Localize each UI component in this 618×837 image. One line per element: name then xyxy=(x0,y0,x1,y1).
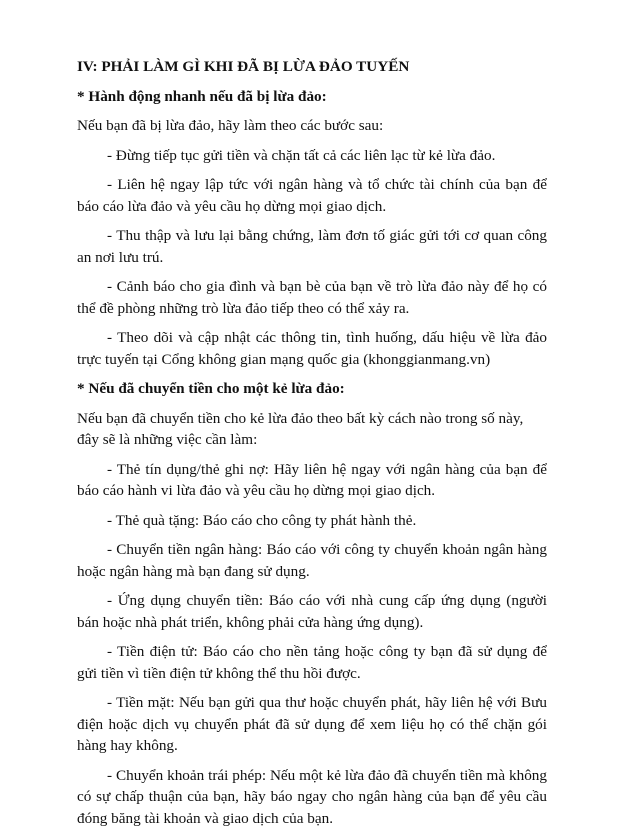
section1-item: - Liên hệ ngay lập tức với ngân hàng và tổ chức tài chính của bạn để báo cáo lừa đảo và yêu cầu họ dừng mọi giao dịch. xyxy=(77,176,547,215)
section2-intro: Nếu bạn đã chuyển tiền cho kẻ lừa đảo theo bất kỳ cách nào trong số này, đây sẽ là những việc cần làm: xyxy=(77,409,524,448)
section1-heading: * Hành động nhanh nếu đã bị lừa đảo: xyxy=(77,87,327,105)
section1-item: - Đừng tiếp tục gửi tiền và chặn tất cả các liên lạc từ kẻ lừa đảo. xyxy=(107,146,496,164)
section2-item: - Tiền mặt: Nếu bạn gửi qua thư hoặc chuyển phát, hãy liên hệ với Bưu điện hoặc dịch vụ chuyển phát đã sử dụng để xem liệu họ có thể chặn gói hàng hay không. xyxy=(77,694,547,754)
section2-item: - Tiền điện tử: Báo cáo cho nền tảng hoặc công ty bạn đã sử dụng để gửi tiền vì tiền điện tử không thể thu hồi được. xyxy=(77,643,547,682)
section1-item: - Theo dõi và cập nhật các thông tin, tình huống, dấu hiệu về lừa đảo trực tuyến tại Cổng không gian mạng quốc gia (khonggianmang.vn) xyxy=(77,329,547,368)
section1-item: - Thu thập và lưu lại bằng chứng, làm đơn tố giác gửi tới cơ quan công an nơi lưu trú. xyxy=(77,227,547,266)
section2-heading: * Nếu đã chuyển tiền cho một kẻ lừa đảo: xyxy=(77,380,345,397)
section1-item: - Cảnh báo cho gia đình và bạn bè của bạn về trò lừa đảo này để họ có thể đề phòng những trò lừa đảo tiếp theo có thể xảy ra. xyxy=(77,278,547,317)
section2-item: - Ứng dụng chuyển tiền: Báo cáo với nhà cung cấp ứng dụng (người bán hoặc nhà phát triển, không phải cửa hàng ứng dụng). xyxy=(77,592,547,631)
section2-item: - Chuyển tiền ngân hàng: Báo cáo với công ty chuyển khoản ngân hàng hoặc ngân hàng mà bạn đang sử dụng. xyxy=(77,541,547,580)
section2-item: - Thẻ tín dụng/thẻ ghi nợ: Hãy liên hệ ngay với ngân hàng của bạn để báo cáo hành vi lừa đảo và yêu cầu họ dừng mọi giao dịch. xyxy=(77,460,547,499)
section2-item: - Thẻ quà tặng: Báo cáo cho công ty phát hành thẻ. xyxy=(107,511,417,529)
document-page xyxy=(77,56,547,837)
section2-item: - Chuyển khoản trái phép: Nếu một kẻ lừa đảo đã chuyển tiền mà không có sự chấp thuận của bạn, hãy báo ngay cho ngân hàng của bạn để yêu cầu đóng băng tài khoản và giao dịch của bạn. xyxy=(77,766,547,827)
section1-intro: Nếu bạn đã bị lừa đảo, hãy làm theo các bước sau: xyxy=(77,117,384,134)
page-title: IV: PHẢI LÀM GÌ KHI ĐÃ BỊ LỪA ĐẢO TUYẾN xyxy=(77,58,410,75)
